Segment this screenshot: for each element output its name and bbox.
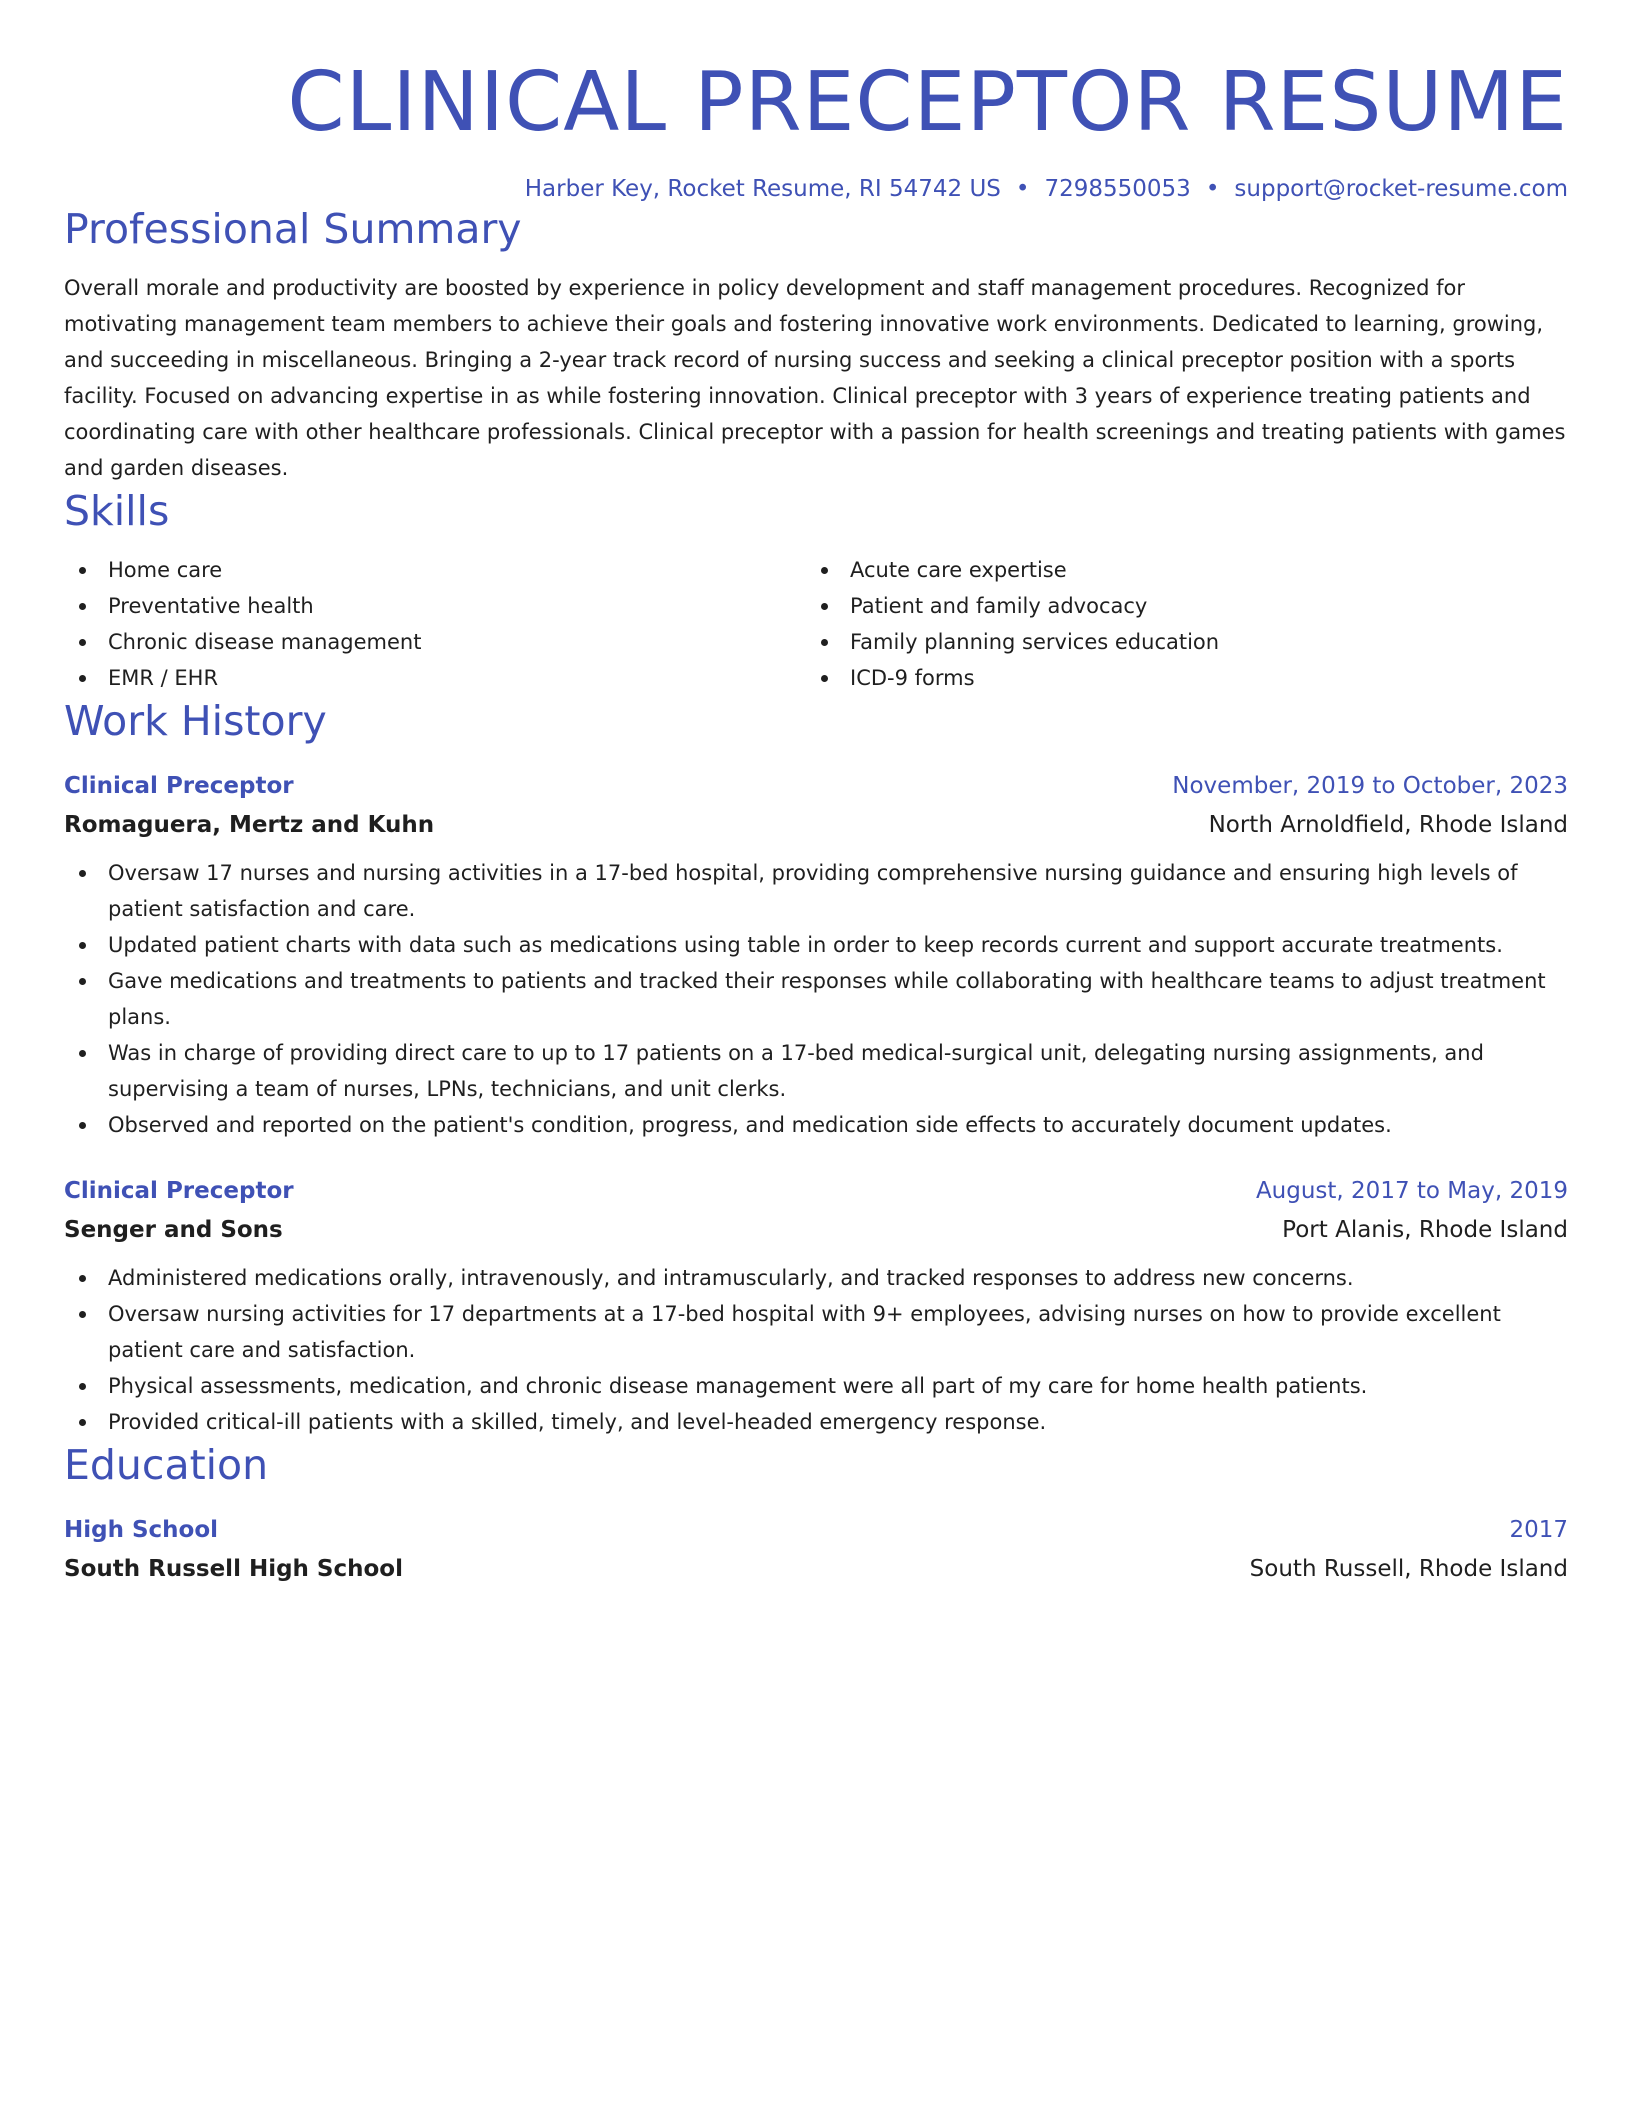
contact-line [64,174,1568,204]
skills-column-right [806,552,1548,696]
job-bullet: Oversaw 17 nurses and nursing activities in a 17-bed hospital, providing comprehensive nursing guidance and ensuring high levels of patient satisfaction and care. [64,855,1568,927]
job-bullet: Administered medications orally, intravenously, and intramuscularly, and tracked responses to address new concerns. [64,1260,1568,1296]
job-dates: November, 2019 to October, 2023 [1172,773,1568,799]
job-dates: August, 2017 to May, 2019 [1255,1178,1568,1204]
education-degree: High School [64,1517,219,1543]
job-title: Clinical Preceptor [64,1178,294,1204]
education-location: South Russell, Rhode Island [1249,1556,1568,1582]
job-entry [64,1175,1568,1440]
job-bullet: Gave medications and treatments to patients and tracked their responses while collaborating with healthcare teams to adjust treatment plans. [64,963,1568,1035]
job-bullets [64,1260,1568,1440]
job-company: Romaguera, Mertz and Kuhn [64,812,435,838]
resume-title: CLINICAL PRECEPTOR RESUME [287,55,1568,150]
job-bullet: Updated patient charts with data such as medications using table in order to keep records current and support accurate treatments. [64,927,1568,963]
job-bullet: Observed and reported on the patient's condition, progress, and medication side effects to accurately document updates. [64,1107,1568,1143]
education-entry [64,1514,1568,1585]
skills-column-left [64,552,806,696]
job-location: Port Alanis, Rhode Island [1282,1217,1568,1243]
skill-item: EMR / EHR [64,660,806,696]
education-school: South Russell High School [64,1556,403,1582]
job-company: Senger and Sons [64,1217,283,1243]
job-bullet: Physical assessments, medication, and chronic disease management were all part of my care for home health patients. [64,1368,1568,1404]
job-location: North Arnoldfield, Rhode Island [1208,812,1568,838]
skill-item: Home care [64,552,806,588]
work-history-heading: Work History [64,697,327,745]
job-title: Clinical Preceptor [64,773,294,799]
summary-text: Overall morale and productivity are boosted by experience in policy development and staff management procedures. Recognized for motivating management team members to achieve their goals and fostering innovative work environments. Dedicated to learning, growing, and succeeding in miscellaneous. Bringing a 2-year track record of nursing success and seeking a clinical preceptor position with a sports facility. Focused on advancing expertise in as while fostering innovation. Clinical preceptor with 3 years of experience treating patients and coordinating care with other healthcare professionals. Clinical preceptor with a passion for health screenings and treating patients with games and garden diseases. [64,276,1566,480]
skill-item: Chronic disease management [64,624,806,660]
skill-item: ICD-9 forms [806,660,1548,696]
skill-item: Family planning services education [806,624,1548,660]
skill-item: Patient and family advocacy [806,588,1548,624]
job-bullets [64,855,1568,1143]
summary-heading: Professional Summary [64,205,522,253]
contact-address: Harber Key, Rocket Resume, RI 54742 US [524,176,1001,202]
skills-heading: Skills [64,487,170,535]
job-bullet: Oversaw nursing activities for 17 departments at a 17-bed hospital with 9+ employees, advising nurses on how to provide excellent patient care and satisfaction. [64,1296,1568,1368]
education-heading: Education [64,1441,269,1489]
skill-item: Acute care expertise [806,552,1548,588]
job-bullet: Provided critical-ill patients with a skilled, timely, and level-headed emergency response. [64,1404,1568,1440]
education-year: 2017 [1509,1517,1568,1543]
contact-phone: 7298550053 [1044,176,1191,202]
resume-page [64,0,1568,1585]
skills-list [64,552,1568,696]
job-entry [64,770,1568,1143]
skill-item: Preventative health [64,588,806,624]
contact-separator: • [1015,176,1030,202]
contact-separator: • [1205,176,1220,202]
job-bullet: Was in charge of providing direct care to up to 17 patients on a 17-bed medical-surgical unit, delegating nursing assignments, and supervising a team of nurses, LPNs, technicians, and unit clerks. [64,1035,1568,1107]
contact-email: support@rocket-resume.com [1234,176,1568,202]
